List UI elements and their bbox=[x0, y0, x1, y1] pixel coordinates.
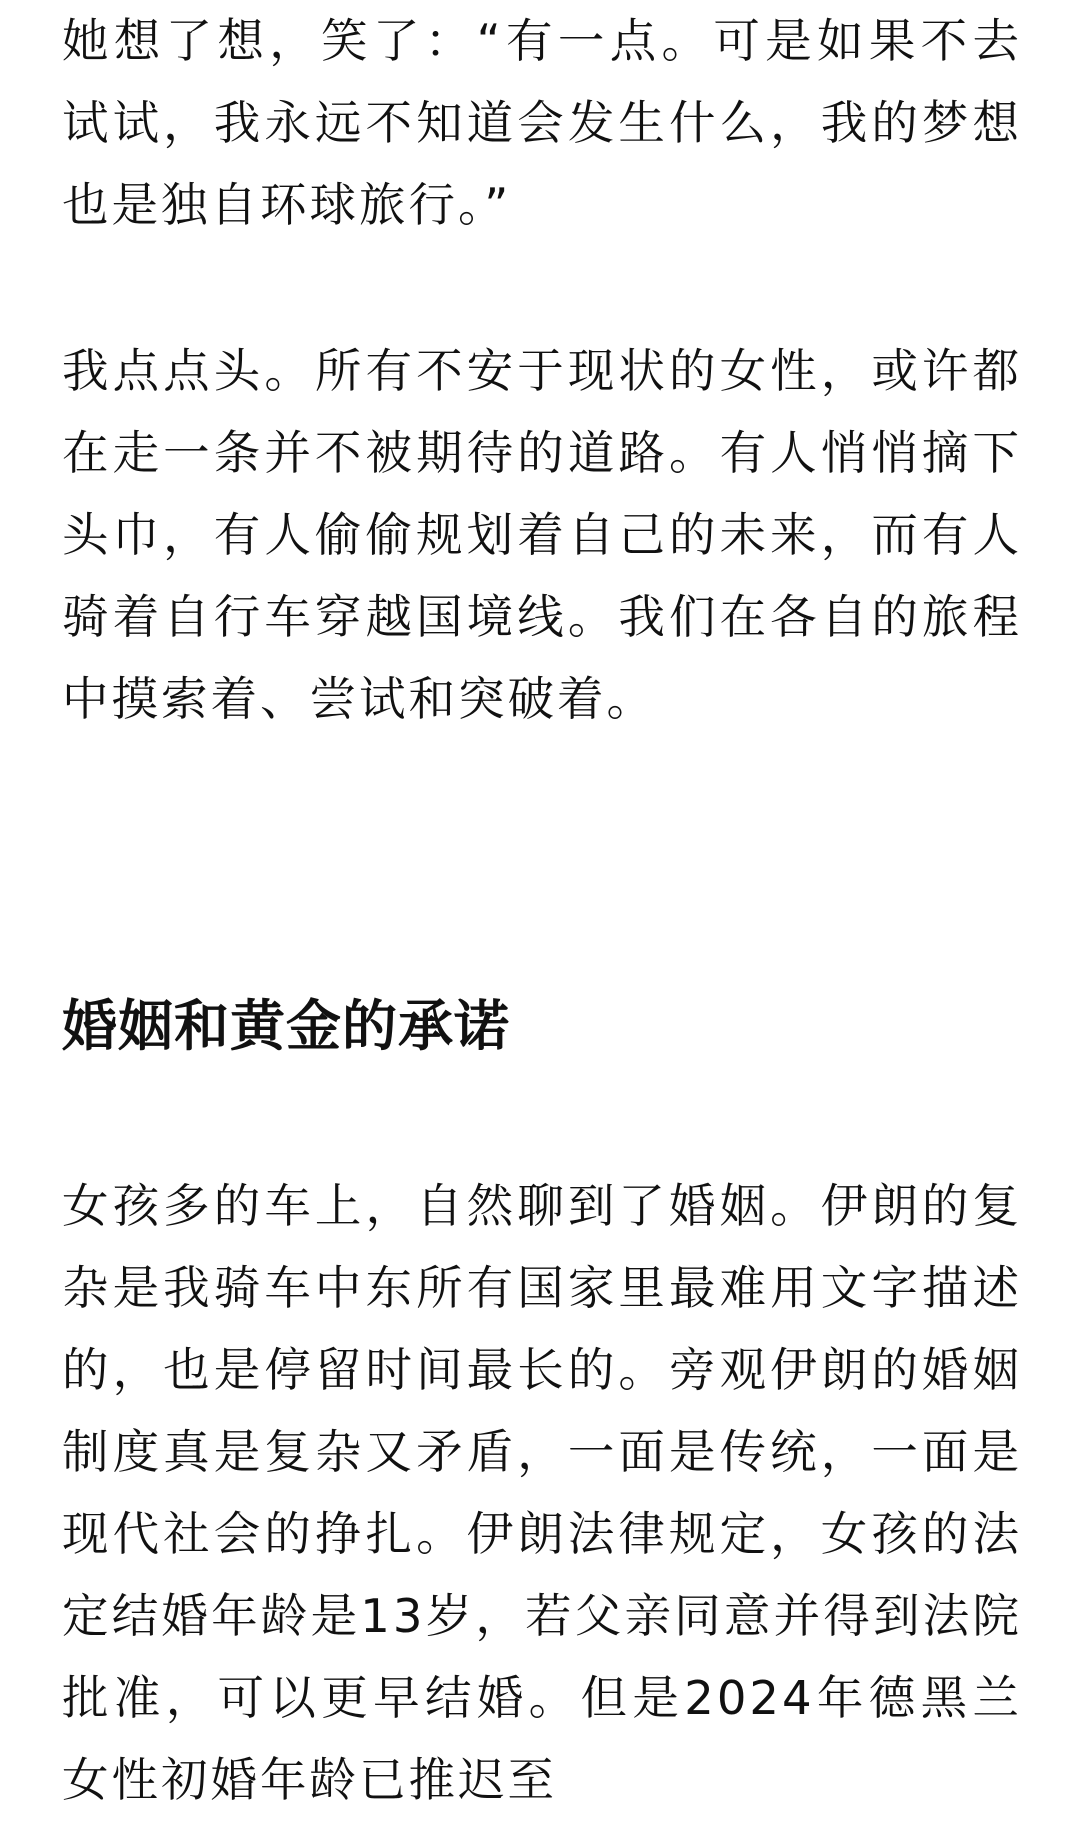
paragraph: 我点点头。所有不安于现状的女性，或许都在走一条并不被期待的道路。有人悄悄摘下头巾，有人偷偷规划着自己的未来，而有人骑着自行车穿越国境线。我们在各自的旅程中摸索着、尝试和突破着。 bbox=[62, 344, 1022, 726]
paragraph: 女孩多的车上，自然聊到了婚姻。伊朗的复杂是我骑车中东所有国家里最难用文字描述的，也是停留时间最长的。旁观伊朗的婚姻制度真是复杂又矛盾，一面是传统，一面是现代社会的挣扎。伊朗法律规定，女孩的法定结婚年龄是13岁，若父亲同意并得到法院批准，可以更早结婚。但是2024年德黑兰女性初婚年龄已推迟至 bbox=[62, 1179, 1022, 1807]
paragraph: 她想了想，笑了：“有一点。可是如果不去试试，我永远不知道会发生什么，我的梦想也是独自环球旅行。” bbox=[62, 14, 1022, 232]
section-heading: 婚姻和黄金的承诺 bbox=[62, 994, 511, 1058]
